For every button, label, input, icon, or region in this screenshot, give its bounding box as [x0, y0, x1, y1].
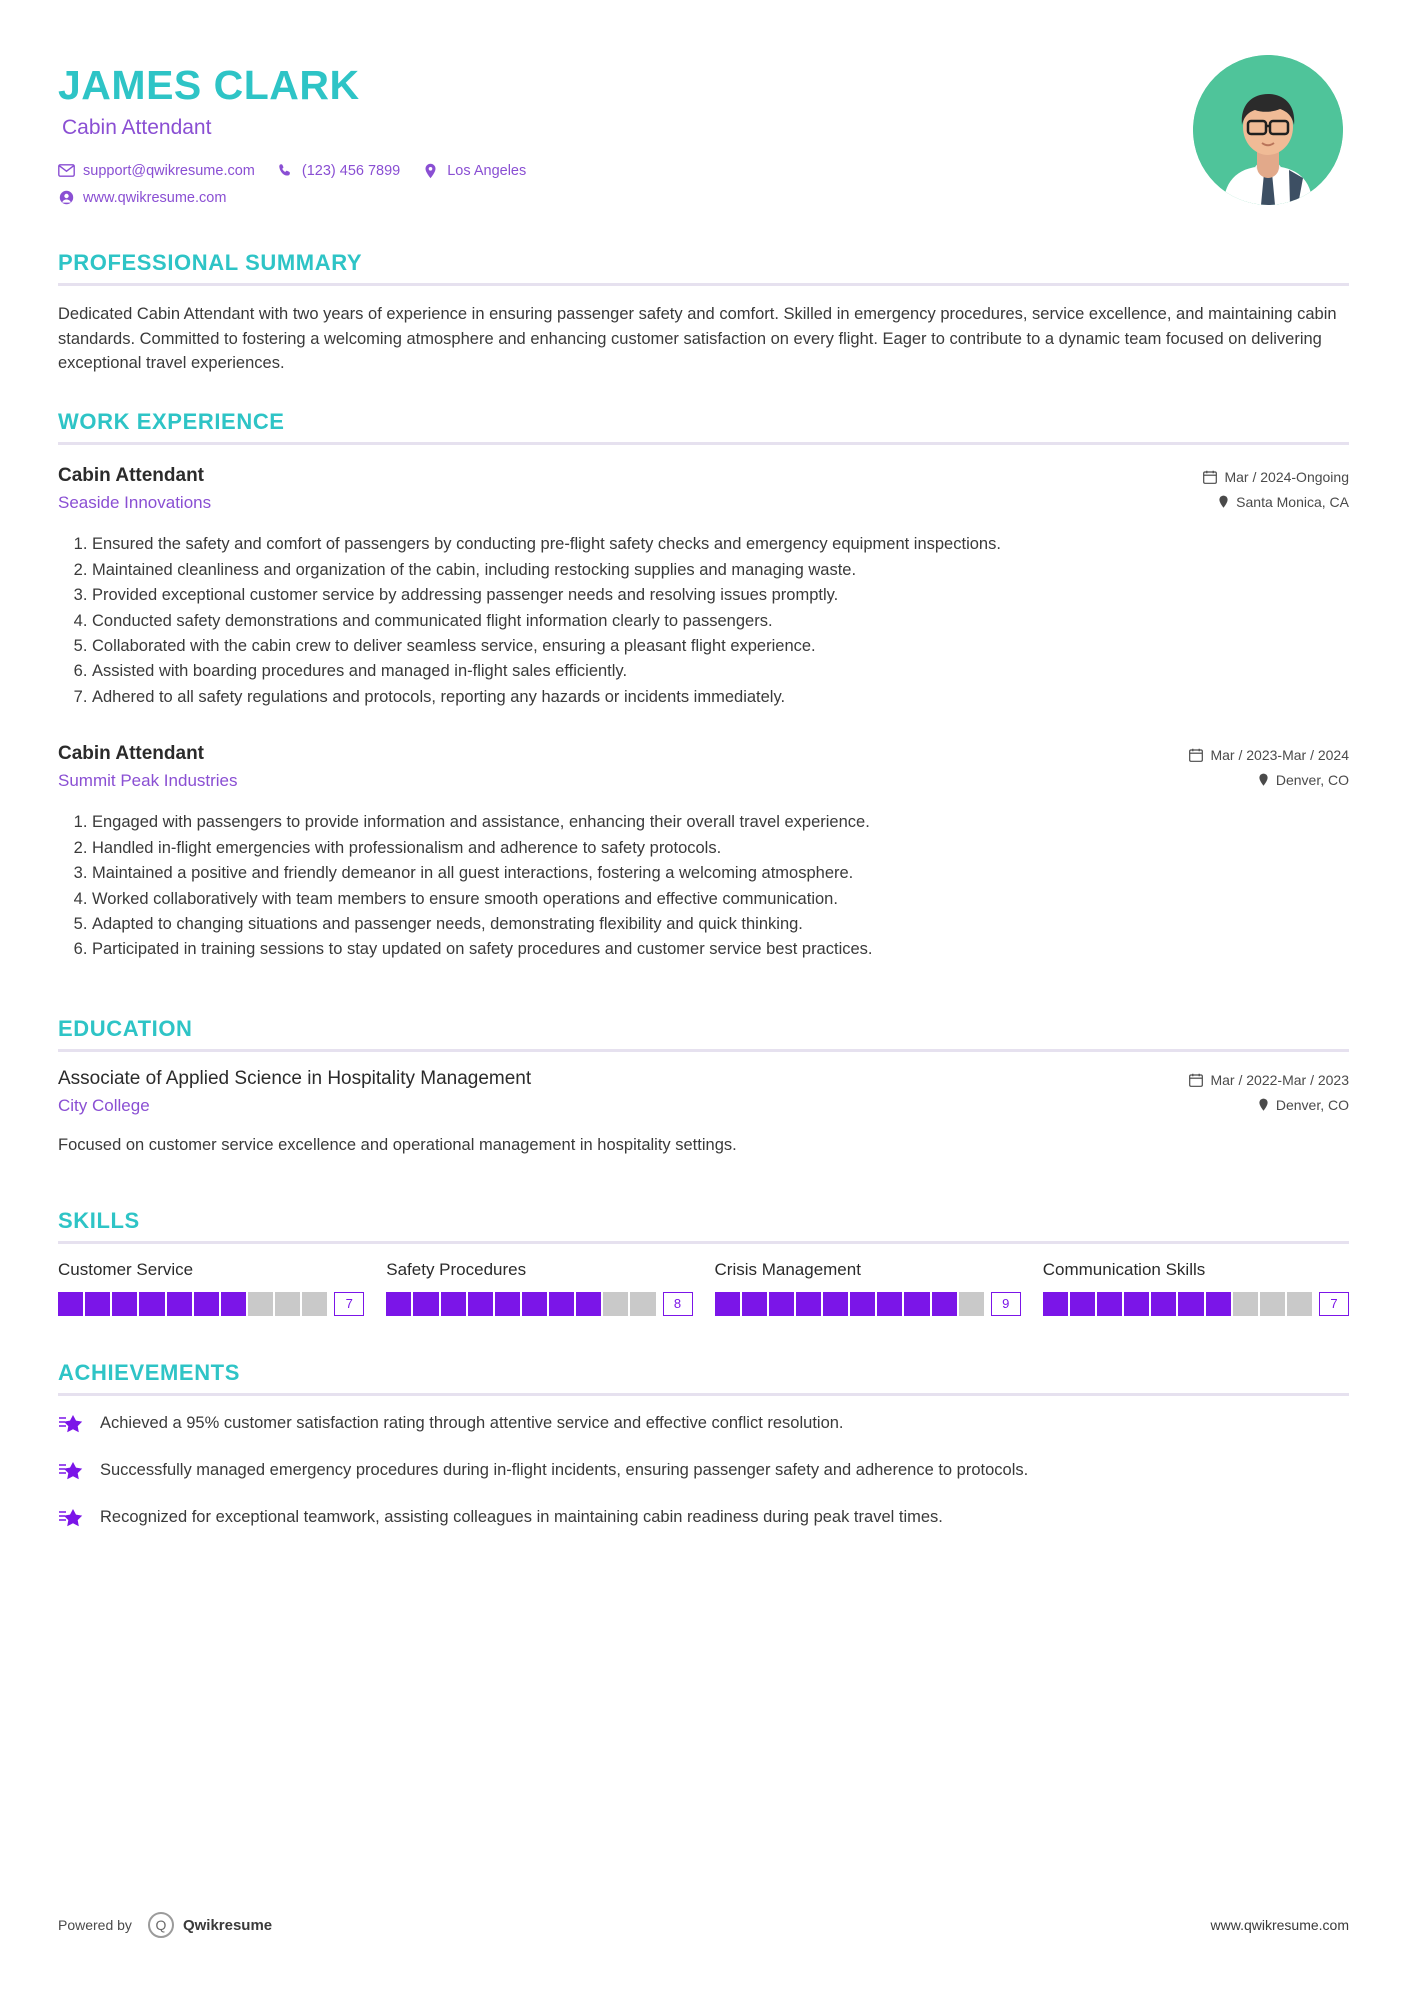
list-item: 3. Maintained a positive and friendly demeanor in all guest interactions, fostering a welcoming atmosphere.	[92, 862, 1349, 885]
section-divider	[58, 442, 1349, 445]
contact-website[interactable]	[58, 189, 226, 206]
experience-meta	[1203, 465, 1349, 519]
contact-website-text: www.qwikresume.com	[83, 189, 227, 206]
section-title-education: EDUCATION	[58, 1015, 193, 1041]
section-education	[58, 1016, 1349, 1158]
calendar-icon	[1189, 1073, 1203, 1087]
contact-phone[interactable]	[277, 162, 400, 179]
section-title-skills: SKILLS	[58, 1207, 140, 1233]
section-work-experience	[58, 409, 1349, 961]
education-entry	[58, 1068, 1349, 1158]
experience-location-text: Santa Monica, CA	[1236, 494, 1349, 511]
experience-location	[1189, 772, 1349, 788]
achievement-item	[58, 1459, 1349, 1488]
location-pin-icon	[422, 162, 439, 179]
footer-brand[interactable]: Qwikresume	[182, 1916, 273, 1934]
education-date-text: Mar / 2022-Mar / 2023	[1210, 1071, 1349, 1088]
list-item: 5. Collaborated with the cabin crew to deliver seamless service, ensuring a pleasant flight experience.	[92, 635, 1349, 658]
contact-row-1	[58, 162, 548, 179]
experience-date	[1203, 469, 1349, 485]
contact-email-text: support@qwikresume.com	[83, 162, 255, 179]
education-date	[1189, 1072, 1349, 1088]
list-item: 4. Conducted safety demonstrations and communicated flight information clearly to passengers.	[92, 610, 1349, 633]
skill-bar	[1043, 1292, 1312, 1316]
envelope-icon	[58, 162, 75, 179]
experience-date	[1189, 747, 1349, 763]
skill-ticks	[1043, 1292, 1312, 1316]
location-pin-icon	[1218, 495, 1229, 509]
section-divider	[58, 1241, 1349, 1244]
section-divider	[58, 1049, 1349, 1052]
achievement-text: Recognized for exceptional teamwork, assisting colleagues in maintaining cabin readiness during peak travel times.	[100, 1507, 943, 1526]
star-badge-icon	[58, 1414, 86, 1441]
experience-entry-head	[58, 743, 1349, 797]
achievement-text: Successfully managed emergency procedures during in-flight incidents, ensuring passenger safety and adherence to protocols.	[100, 1460, 1029, 1479]
skill-label: Safety Procedures	[386, 1259, 527, 1279]
skill-score: 9	[991, 1292, 1021, 1316]
list-item: 1. Engaged with passengers to provide information and assistance, enhancing their overall travel experience.	[92, 811, 1349, 834]
skill-item	[58, 1260, 364, 1316]
education-meta	[1189, 1068, 1349, 1122]
skill-item	[715, 1260, 1021, 1316]
experience-entry-head	[58, 465, 1349, 519]
skill-label: Crisis Management	[714, 1259, 861, 1279]
page-title: JAMES CLARK	[58, 62, 360, 108]
avatar	[1193, 55, 1343, 205]
list-item: 2. Maintained cleanliness and organization of the cabin, including restocking supplies and managing waste.	[92, 559, 1349, 582]
achievement-item	[58, 1506, 1349, 1535]
experience-date-text: Mar / 2023-Mar / 2024	[1210, 747, 1349, 764]
list-item: 5. Adapted to changing situations and passenger needs, demonstrating flexibility and quick thinking.	[92, 913, 1349, 936]
skill-item	[386, 1260, 692, 1316]
list-item: 7. Adhered to all safety regulations and protocols, reporting any hazards or incidents immediately.	[92, 686, 1349, 709]
contact-email[interactable]	[58, 162, 255, 179]
contact-phone-text: (123) 456 7899	[301, 162, 401, 179]
experience-location-text: Denver, CO	[1275, 772, 1349, 789]
skill-score: 8	[663, 1292, 693, 1316]
section-title-experience: WORK EXPERIENCE	[58, 409, 285, 435]
qwikresume-logo-icon: Q	[148, 1912, 174, 1938]
achievement-text: Achieved a 95% customer satisfaction rating through attentive service and effective conflict resolution.	[100, 1413, 844, 1432]
skill-item	[1043, 1260, 1349, 1316]
summary-text: Dedicated Cabin Attendant with two years of experience in ensuring passenger safety and comfort. Skilled in emergency procedures, service excellence, and maintaining cabin standards. Committed to fostering a welcoming atmosphere and enhancing customer satisfaction on every flight. Eager to contribute to a dynamic team focused on delivering exceptional travel experiences.	[58, 305, 1337, 372]
calendar-icon	[1189, 748, 1203, 762]
skill-bar-row	[58, 1292, 364, 1316]
skill-ticks	[715, 1292, 984, 1316]
location-pin-icon	[1258, 773, 1269, 787]
list-item: 2. Handled in-flight emergencies with professionalism and adherence to safety protocols.	[92, 837, 1349, 860]
skill-score: 7	[334, 1292, 364, 1316]
page-footer	[58, 1912, 1349, 1938]
experience-meta	[1189, 743, 1349, 797]
contact-location	[422, 162, 526, 179]
list-item: 4. Worked collaboratively with team members to ensure smooth operations and effective communication.	[92, 888, 1349, 911]
education-degree: Associate of Applied Science in Hospitality Management	[58, 1067, 532, 1089]
experience-bullets	[58, 811, 1349, 962]
section-divider	[58, 283, 1349, 286]
contact-location-text: Los Angeles	[447, 162, 527, 179]
skill-bar-row	[715, 1292, 1021, 1316]
avatar-illustration	[1193, 55, 1343, 205]
star-badge-icon	[58, 1508, 86, 1535]
experience-company: Seaside Innovations	[58, 493, 212, 513]
list-item: 6. Assisted with boarding procedures and managed in-flight sales efficiently.	[92, 660, 1349, 683]
section-title-achievements: ACHIEVEMENTS	[58, 1359, 240, 1385]
location-pin-icon	[1258, 1098, 1269, 1112]
contact-row-2	[58, 189, 548, 206]
experience-role: Cabin Attendant	[58, 465, 205, 487]
skill-ticks	[386, 1292, 655, 1316]
skill-bar	[386, 1292, 655, 1316]
contact-block	[58, 162, 548, 206]
phone-icon	[277, 162, 294, 179]
job-title: Cabin Attendant	[62, 116, 212, 140]
skill-ticks	[58, 1292, 327, 1316]
education-location	[1189, 1097, 1349, 1113]
powered-by-label: Powered by	[58, 1917, 132, 1933]
experience-date-text: Mar / 2024-Ongoing	[1224, 469, 1349, 486]
skill-score: 7	[1319, 1292, 1349, 1316]
skill-bar	[58, 1292, 327, 1316]
achievement-item	[58, 1412, 1349, 1441]
star-badge-icon	[58, 1461, 86, 1488]
education-school: City College	[58, 1095, 150, 1115]
skill-bar-row	[1043, 1292, 1349, 1316]
experience-entry	[58, 743, 1349, 962]
calendar-icon	[1203, 470, 1217, 484]
resume-header	[58, 55, 1349, 216]
list-item: 1. Ensured the safety and comfort of passengers by conducting pre-flight safety checks and emergency equipment inspections.	[92, 533, 1349, 556]
experience-bullets	[58, 533, 1349, 709]
skill-bar	[715, 1292, 984, 1316]
section-title-summary: PROFESSIONAL SUMMARY	[58, 250, 363, 276]
skill-label: Customer Service	[58, 1259, 194, 1279]
section-divider	[58, 1393, 1349, 1396]
section-professional-summary	[58, 250, 1349, 375]
footer-url[interactable]: www.qwikresume.com	[1210, 1917, 1349, 1933]
experience-company: Summit Peak Industries	[58, 771, 238, 791]
experience-location	[1203, 494, 1349, 510]
section-achievements	[58, 1360, 1349, 1535]
education-entry-head	[58, 1068, 1349, 1122]
education-description: Focused on customer service excellence and operational management in hospitality settings.	[58, 1135, 737, 1154]
skills-grid	[58, 1260, 1349, 1316]
skill-label: Communication Skills	[1042, 1259, 1206, 1279]
footer-left	[58, 1912, 272, 1938]
globe-icon	[58, 189, 75, 206]
list-item: 6. Participated in training sessions to stay updated on safety procedures and customer service best practices.	[92, 938, 1349, 961]
experience-role: Cabin Attendant	[58, 743, 205, 765]
header-left	[58, 55, 548, 216]
skill-bar-row	[386, 1292, 692, 1316]
education-location-text: Denver, CO	[1275, 1096, 1349, 1113]
list-item: 3. Provided exceptional customer service by addressing passenger needs and resolving issues promptly.	[92, 584, 1349, 607]
experience-entry	[58, 465, 1349, 709]
section-skills	[58, 1208, 1349, 1316]
